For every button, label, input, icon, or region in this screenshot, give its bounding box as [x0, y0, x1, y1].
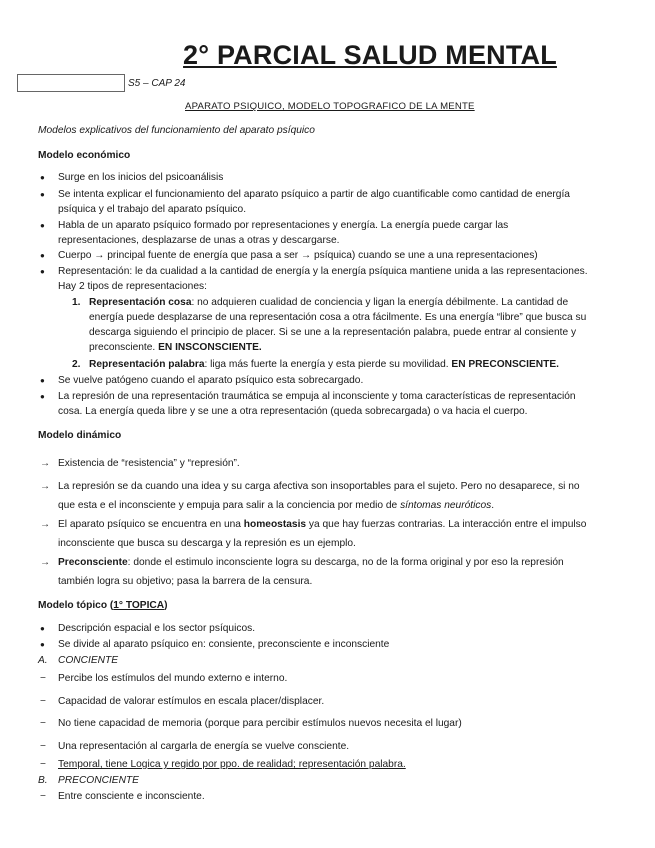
list-item: No tiene capacidad de memoria (porque para percibir estímulos nuevos necesita el lugar): [58, 718, 462, 729]
bullet-icon: [40, 189, 54, 200]
lead-text: Modelos explicativos del funcionamiento del aparato psíquico: [38, 125, 315, 136]
list-number: 2.: [72, 359, 81, 370]
term-bold: EN PRECONSCIENTE.: [451, 359, 559, 370]
bullet-icon: [40, 391, 54, 402]
arrow-icon: →: [40, 458, 51, 469]
list-item: Capacidad de valorar estímulos en escala placer/displacer.: [58, 696, 325, 707]
term-text: El aparato psíquico se encuentra en una: [58, 519, 241, 530]
term-text: ya que hay fuerzas contrarias. La interacción entre el impulso: [308, 519, 587, 530]
dash-icon: −: [40, 741, 46, 752]
list-item: Cuerpo → principal fuente de energía que pasa a ser → psíquica) cuando se une a una representaciones): [58, 250, 538, 261]
list-item: Surge en los inicios del psicoanálisis: [58, 172, 224, 183]
list-item: Percibe los estímulos del mundo externo e interno.: [58, 673, 288, 684]
list-item: Temporal, tiene Logica y regido por ppo. de realidad; representación palabra.: [58, 759, 406, 770]
list-item: [58, 557, 564, 568]
heading-dinamico: Modelo dinámico: [38, 430, 122, 441]
term-bold: homeostasis: [243, 519, 307, 530]
reference-text: S5 – CAP 24: [128, 78, 186, 89]
list-item: Entre consciente e inconsciente.: [58, 791, 205, 802]
dash-icon: −: [40, 718, 46, 729]
list-item: [89, 342, 262, 353]
section-letter: A.: [38, 655, 48, 666]
list-item: Se vuelve patógeno cuando el aparato psíquico esta sobrecargado.: [58, 375, 364, 386]
heading-underlined: 1° TOPICA: [113, 600, 165, 611]
term-text: : donde el estimulo inconsciente logra su descarga, no de la forma original y por eso la represión: [127, 557, 564, 568]
list-item: Descripción espacial e los sector psíquicos.: [58, 623, 256, 634]
list-item: descarga siguiendo el principio de placer. Si se une a la representación palabra, puede entrar al consiente y: [89, 327, 577, 338]
section-label: PRECONCIENTE: [58, 775, 139, 786]
list-number: 1.: [72, 297, 81, 308]
section-letter: B.: [38, 775, 48, 786]
dash-icon: −: [40, 791, 46, 802]
list-item: cosa. La energía queda libre y se une a otra representación (queda sobrecargada) o va hacia el cuerpo.: [58, 406, 528, 417]
arrow-icon: →: [40, 481, 51, 492]
term-bold: Representación palabra: [89, 359, 205, 370]
dash-icon: −: [40, 759, 46, 770]
term-bold: Preconsciente: [58, 557, 128, 568]
arrow-icon: →: [40, 519, 51, 530]
bullet-icon: [40, 250, 54, 261]
list-item: psíquica y el trabajo del aparato psíquico.: [58, 204, 247, 215]
list-item: [89, 297, 568, 308]
heading-text: Modelo tópico (: [38, 600, 114, 611]
bullet-icon: [40, 623, 54, 634]
term-text: : liga más fuerte la energía y esta pierde su movilidad.: [204, 359, 449, 370]
heading-topico: [38, 600, 168, 611]
term-italic: síntomas neuróticos: [400, 500, 492, 511]
dash-icon: −: [40, 696, 46, 707]
list-item: [58, 519, 586, 530]
page-title: 2° PARCIAL SALUD MENTAL: [183, 40, 557, 70]
bullet-icon: [40, 266, 54, 277]
list-item: La represión se da cuando una idea y su carga afectiva son insoportables para el sujeto. Pero no desaparece, si no: [58, 481, 580, 492]
arrow-icon: →: [40, 557, 51, 568]
list-item: Se divide al aparato psíquico en: consiente, preconsciente e inconsciente: [58, 639, 390, 650]
list-item: inconsciente que busca su descarga y la represión es un ejemplo.: [58, 538, 356, 549]
reference-box: [17, 74, 125, 92]
list-item: representaciones, desplazarse de unas a otras y descargarse.: [58, 235, 340, 246]
term-text: que esta e el inconsciente y empuja para salir a la conciencia por medio de: [58, 500, 398, 511]
list-item: también logra su objetivo; pasa la barrera de la censura.: [58, 576, 313, 587]
list-item: La represión de una representación traumática se empuja al inconsciente y toma características de representación: [58, 391, 576, 402]
list-item: Hay 2 tipos de representaciones:: [58, 281, 207, 292]
bullet-icon: [40, 172, 54, 183]
term-text: .: [491, 500, 495, 511]
list-item: Se intenta explicar el funcionamiento del aparato psíquico a partir de algo cuantificable como cantidad de energía: [58, 189, 570, 200]
list-item: Habla de un aparato psíquico formado por representaciones y energía. La energía puede cargar las: [58, 220, 509, 231]
bullet-icon: [40, 220, 54, 231]
section-label: CONCIENTE: [58, 655, 118, 666]
list-item: energía puede desplazarse de una representación cosa a otra fácilmente. Es una energía “libre” que busca su: [89, 312, 587, 323]
term-text: : no adquieren cualidad de conciencia y ligan la energía débilmente. La cantidad de: [191, 297, 569, 308]
list-item: Representación: le da cualidad a la cantidad de energía y la energía psíquica mantiene unida a las representaciones.: [58, 266, 588, 277]
list-item: [89, 359, 559, 370]
heading-text: ): [164, 600, 168, 611]
term-bold: Representación cosa: [89, 297, 192, 308]
bullet-icon: [40, 375, 54, 386]
heading-economico: Modelo económico: [38, 150, 131, 161]
list-item: Existencia de “resistencia” y “represión”.: [58, 458, 240, 469]
bullet-icon: [40, 639, 54, 650]
term-text: preconsciente.: [89, 342, 156, 353]
dash-icon: −: [40, 673, 46, 684]
list-item: [58, 500, 494, 511]
list-item: Una representación al cargarla de energía se vuelve consciente.: [58, 741, 350, 752]
term-bold: EN INSCONSCIENTE.: [158, 342, 262, 353]
section-subtitle: APARATO PSIQUICO, MODELO TOPOGRAFICO DE LA MENTE: [185, 101, 475, 112]
